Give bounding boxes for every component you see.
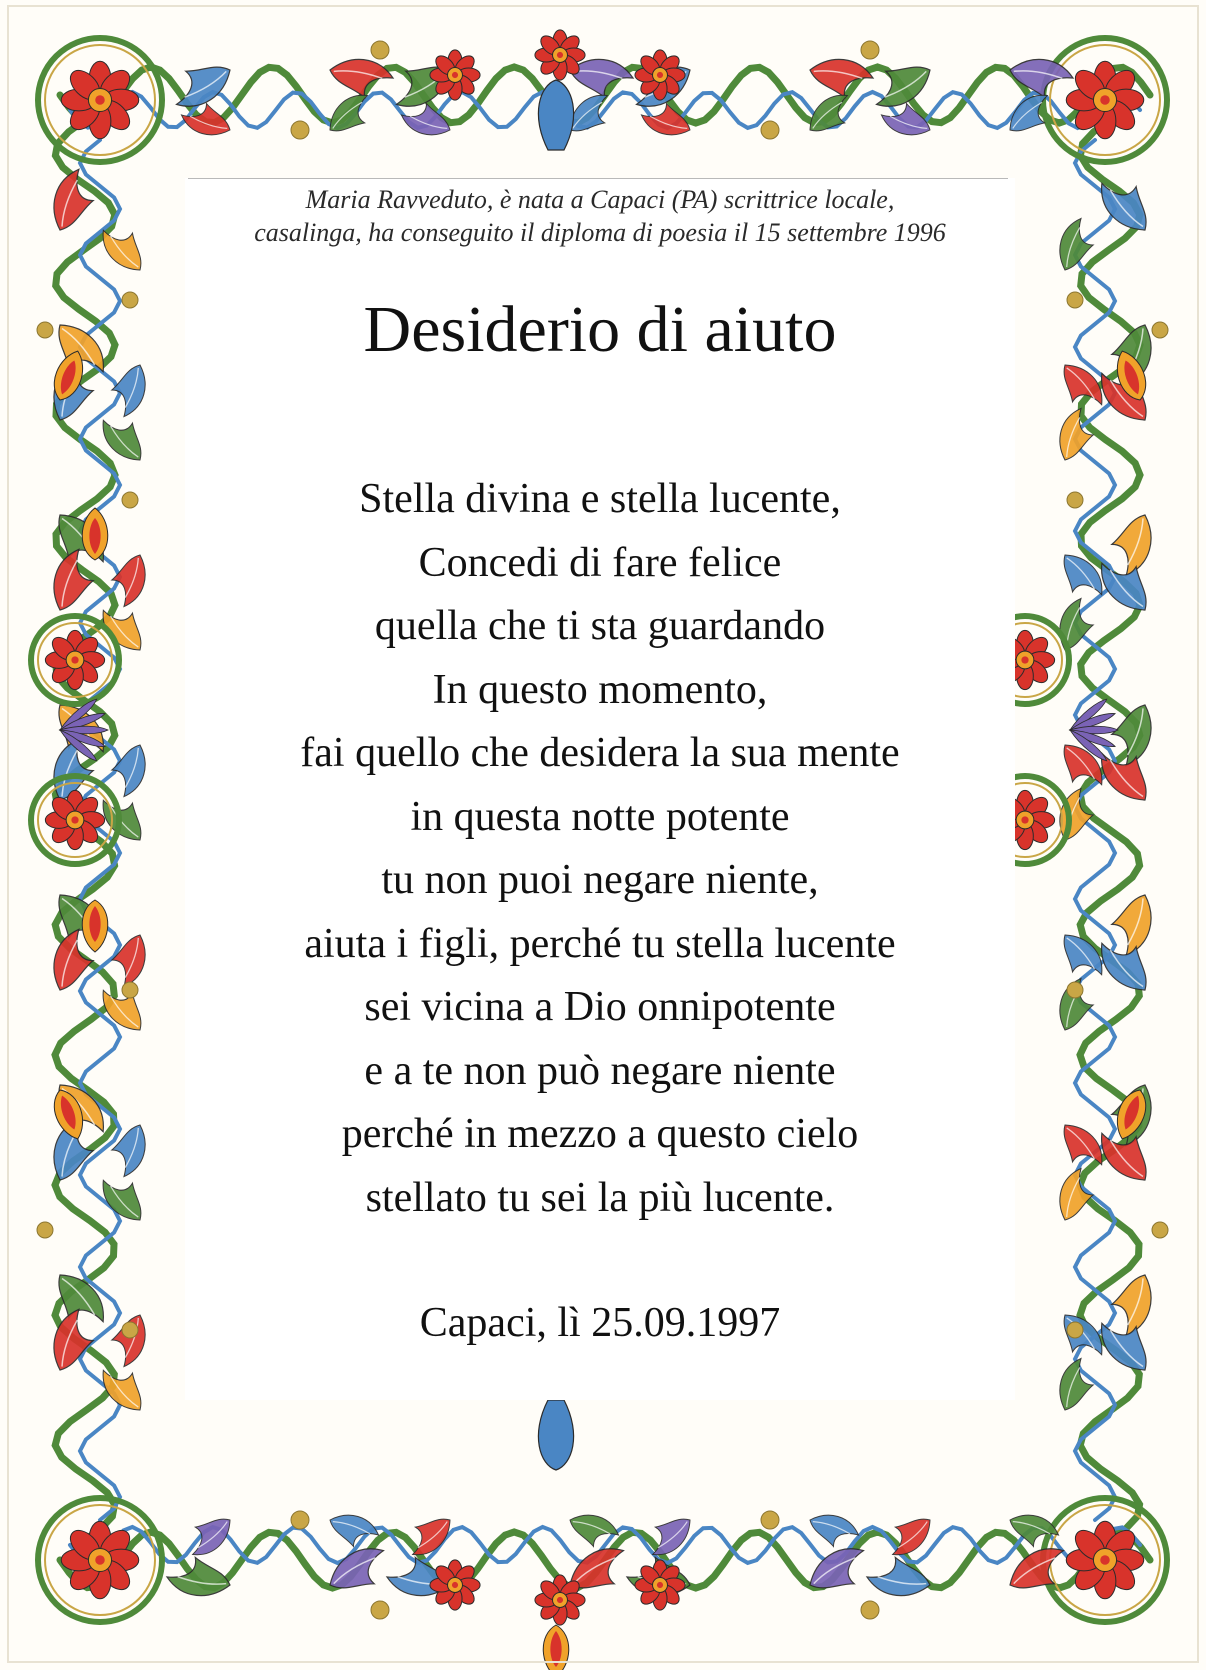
gold-accent [37, 1222, 53, 1238]
gold-accent [122, 1322, 138, 1338]
poem-line: perché in mezzo a questo cielo [341, 1111, 859, 1157]
red-flower [635, 1560, 685, 1610]
poem-line: aiuta i figli, perché tu stella lucente [304, 920, 896, 967]
poem-line: quella che ti sta guardando [374, 603, 826, 649]
leaf-shape [103, 359, 156, 420]
place-date-signature: Capaci, lì 25.09.1997 [419, 1300, 781, 1346]
center-blue-motif [538, 1400, 573, 1470]
poem-title: Desiderio di aiuto [363, 293, 837, 366]
gold-accent [1067, 982, 1083, 998]
red-flower [535, 30, 585, 80]
acanthus-leaf [1048, 1355, 1101, 1416]
flower-dot [557, 52, 563, 58]
gold-accent [122, 492, 138, 508]
acanthus-leaf [41, 165, 104, 237]
gold-accent [1067, 1322, 1083, 1338]
gold-accent [122, 292, 138, 308]
poem-line: fai quello che desidera la sua mente [300, 730, 900, 776]
gold-accent [37, 322, 53, 338]
poem-line: Concedi di fare felice [418, 539, 782, 586]
acanthus-leaf [103, 1309, 156, 1370]
acanthus-leaf [1048, 215, 1101, 276]
acanthus-leaf [181, 1510, 239, 1560]
poem-line: in questa notte potente [410, 793, 790, 840]
gold-accent [761, 1511, 779, 1529]
gold-accent [1067, 492, 1083, 508]
gold-accent [371, 41, 389, 59]
acanthus-leaf [1048, 405, 1101, 466]
poem-line: sei vicina a Dio onnipotente [364, 984, 836, 1030]
leaf-shape [1048, 405, 1101, 466]
gold-accent [291, 1511, 309, 1529]
poem-line: e a te non può negare niente [364, 1047, 836, 1094]
acanthus-leaf [97, 1168, 150, 1229]
flower-dot [557, 1597, 563, 1603]
author-bio-line-1: Maria Ravveduto, è nata a Capaci (PA) scrittrice locale, [305, 185, 895, 214]
leaf-shape [97, 1168, 150, 1229]
red-flower [1066, 1521, 1144, 1599]
flower-dot [452, 72, 458, 78]
leaf-shape [181, 1510, 239, 1560]
gold-accent [861, 41, 879, 59]
leaf-shape [1095, 929, 1158, 1001]
flower-dot [657, 1582, 663, 1588]
leaf-shape [1048, 215, 1101, 276]
gold-accent [122, 982, 138, 998]
tulip-bud [543, 1625, 569, 1670]
acanthus-leaf [103, 359, 156, 420]
gold-accent [371, 1601, 389, 1619]
author-bio-line-2: casalinga, ha conseguito il diploma di poesia il 15 settembre 1996 [254, 218, 946, 247]
red-flower [45, 630, 104, 689]
red-flower [45, 790, 104, 849]
poem-body [185, 468, 1015, 1230]
gold-accent [1152, 322, 1168, 338]
red-flower [635, 50, 685, 100]
flower-dot [71, 816, 78, 823]
leaf-shape [41, 165, 104, 237]
poem-line: tu non puoi negare niente, [381, 857, 819, 903]
gold-accent [1152, 1222, 1168, 1238]
flower-dot [1021, 656, 1028, 663]
red-flower [430, 50, 480, 100]
red-flower [61, 61, 139, 139]
center-blue-motif [538, 80, 573, 150]
leaf-shape [97, 1358, 150, 1419]
acanthus-leaf [1102, 698, 1165, 770]
tulip-bud [82, 508, 108, 560]
gold-accent [291, 121, 309, 139]
acanthus-leaf [1095, 929, 1158, 1001]
acanthus-leaf [97, 1358, 150, 1419]
flower-dot [1100, 95, 1110, 105]
leaf-shape [103, 1309, 156, 1370]
gold-accent [861, 1601, 879, 1619]
flower-dot [95, 1555, 105, 1565]
flower-dot [657, 72, 663, 78]
red-flower [1066, 61, 1144, 139]
red-flower [430, 1560, 480, 1610]
flower-dot [71, 656, 78, 663]
poem-line: In questo momento, [432, 666, 768, 713]
flower-dot [452, 1582, 458, 1588]
gold-accent [1067, 292, 1083, 308]
red-flower [61, 1521, 139, 1599]
gold-accent [761, 121, 779, 139]
flower-dot [95, 95, 105, 105]
flower-dot [1021, 816, 1028, 823]
poem-line: stellato tu sei la più lucente. [365, 1174, 835, 1221]
acanthus-leaf [164, 1551, 235, 1606]
leaf-shape [1048, 1355, 1101, 1416]
red-flower [535, 1575, 585, 1625]
leaf-shape [164, 1551, 235, 1606]
leaf-shape [1102, 698, 1165, 770]
flower-dot [1100, 1555, 1110, 1565]
header-divider [188, 178, 1008, 179]
poem-line: Stella divina e stella lucente, [359, 476, 841, 522]
